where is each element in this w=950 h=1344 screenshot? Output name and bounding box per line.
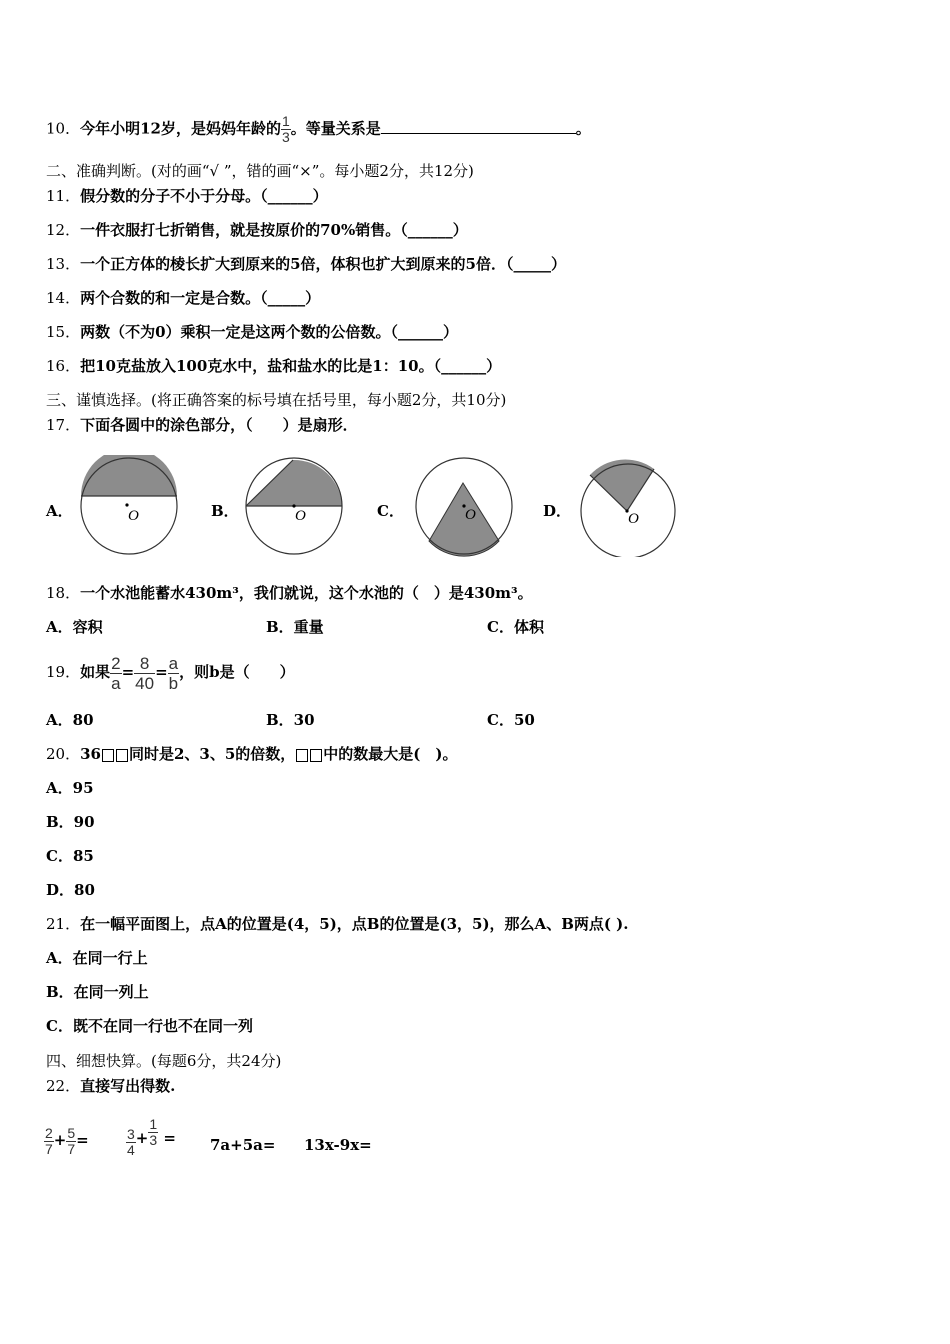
fraction: $\frac{5}{7}$	[67, 1124, 76, 1157]
option-b[interactable]: B．30	[266, 711, 315, 729]
option-c-label[interactable]: C．	[377, 502, 404, 520]
fraction: $\frac{2}{7}$	[45, 1124, 53, 1157]
option-d[interactable]: D．80	[46, 881, 95, 899]
expression-2: $\frac{3}{4}$ + $\frac{1}{3}$ =	[127, 1115, 176, 1158]
answer-blank[interactable]	[381, 119, 576, 134]
option-a[interactable]: A．容积	[46, 618, 103, 636]
expression-3: 7a+5a=	[210, 1136, 276, 1154]
question-20: 20．36 同时是2、3、5的倍数， 中的数最大是( )。	[46, 745, 458, 763]
digit-box	[102, 749, 114, 762]
fraction: $\frac{2}{a}$	[111, 653, 121, 693]
option-a[interactable]: A．95	[46, 779, 94, 797]
option-b[interactable]: B．在同一列上	[46, 983, 149, 1001]
question-16: 16．把10克盐放入100克水中，盐和盐水的比是1：10。（______）	[46, 357, 502, 375]
fraction: $\frac{1}{3}$	[281, 113, 290, 145]
circle-option-d	[577, 455, 679, 557]
option-a[interactable]: A．80	[46, 711, 94, 729]
expression-4: 13x-9x=	[304, 1136, 372, 1154]
circle-option-a	[78, 455, 180, 557]
question-18: 18．一个水池能蓄水430m³，我们就说，这个水池的（ ）是430m³。	[46, 584, 533, 602]
option-b[interactable]: B．重量	[266, 618, 324, 636]
circle-option-b	[243, 455, 345, 557]
question-22: 22．直接写出得数.	[46, 1077, 176, 1095]
digit-box	[116, 749, 128, 762]
circle-option-c	[413, 455, 515, 557]
question-12: 12．一件衣服打七折销售，就是按原价的70%销售。（______）	[46, 221, 468, 239]
option-a[interactable]: A．在同一行上	[46, 949, 148, 967]
section-heading-4: 四、细想快算。(每题6分，共24分)	[46, 1052, 282, 1070]
section-heading-3: 三、谨慎选择。(将正确答案的标号填在括号里，每小题2分，共10分)	[46, 391, 507, 409]
option-d-label[interactable]: D．	[543, 502, 572, 520]
question-17: 17．下面各圆中的涂色部分，（ ）是扇形．	[46, 416, 358, 434]
option-c[interactable]: C．85	[46, 847, 94, 865]
option-b-label[interactable]: B．	[211, 502, 239, 520]
svg-text:O: O	[628, 511, 639, 527]
fraction: $\frac{3}{4}$	[127, 1125, 135, 1158]
fraction: $\frac{8}{40}$	[135, 653, 155, 693]
center-label: O	[128, 508, 139, 524]
fraction: $\frac{1}{3}$	[149, 1115, 158, 1148]
question-10: 10．今年小明12岁，是妈妈年龄的 $\frac{1}{3}$ 。等量关系是 。	[46, 113, 591, 145]
expression-1: $\frac{2}{7}$ + $\frac{5}{7}$ =	[45, 1124, 89, 1157]
question-19: 19．如果 $\frac{2}{a}$ = $\frac{8}{40}$ = $\frac{a}{b}$ ，则b是（ ）	[46, 653, 295, 693]
option-b[interactable]: B．90	[46, 813, 95, 831]
digit-box	[310, 749, 322, 762]
question-number: 10．	[46, 119, 81, 138]
svg-text:O: O	[465, 507, 476, 523]
option-c[interactable]: C．50	[487, 711, 535, 729]
option-c[interactable]: C．体积	[487, 618, 544, 636]
question-21: 21．在一幅平面图上，点A的位置是(4，5)，点B的位置是(3，5)，那么A、B两点( ).	[46, 915, 629, 933]
option-a-label[interactable]: A．	[46, 502, 73, 520]
question-13: 13．一个正方体的棱长扩大到原来的5倍，体积也扩大到原来的5倍．（_____）	[46, 255, 566, 273]
question-14: 14．两个合数的和一定是合数。（_____）	[46, 289, 321, 307]
question-11: 11．假分数的分子不小于分母。（______）	[46, 187, 328, 205]
option-c[interactable]: C．既不在同一行也不在同一列	[46, 1017, 253, 1035]
section-heading-2: 二、准确判断。(对的画“√ ”，错的画“×”。每小题2分，共12分)	[46, 162, 474, 180]
digit-box	[296, 749, 308, 762]
svg-text:O: O	[295, 508, 306, 524]
fraction: $\frac{a}{b}$	[168, 653, 179, 693]
question-15: 15．两数（不为0）乘积一定是这两个数的公倍数。（______）	[46, 323, 459, 341]
